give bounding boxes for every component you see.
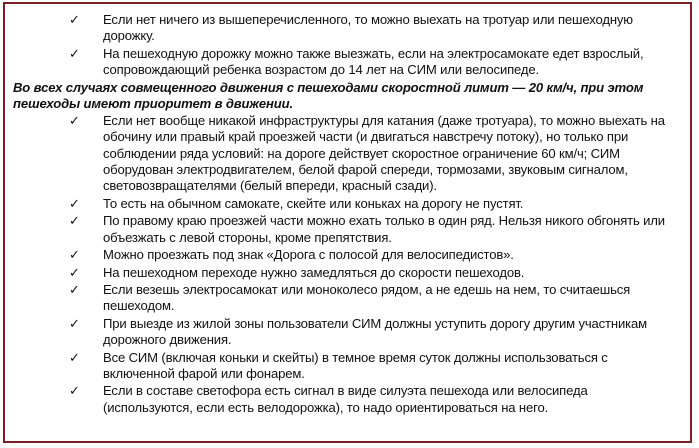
checkmark-icon: ✓ [69, 383, 80, 399]
list-item [11, 46, 674, 79]
list-item [11, 350, 674, 383]
list-item-text: При выезде из жилой зоны пользователи СИМ должны уступить дорогу другим участникам дорожного движения. [103, 315, 647, 348]
list-item [11, 282, 674, 315]
list-item-text: На пешеходном переходе нужно замедляться до скорости пешеходов. [103, 264, 525, 280]
list-item [11, 213, 674, 246]
list-item-text: Если везешь электросамокат или моноколесо рядом, а не едешь на нем, то считаешься пешеходом. [103, 282, 631, 314]
checkmark-icon: ✓ [69, 349, 80, 365]
list-item [11, 383, 674, 416]
checkmark-icon: ✓ [69, 12, 80, 27]
document-frame [3, 2, 692, 443]
checkmark-icon: ✓ [69, 195, 80, 211]
list-item [11, 113, 674, 194]
checkmark-icon: ✓ [69, 247, 80, 263]
list-item-text: На пешеходную дорожку можно также выезжать, если на электросамокате едет взрослый, сопровождающий ребенка возрастом до 14 лет на СИМ или велосипеде. [103, 45, 644, 78]
checkmark-icon: ✓ [69, 45, 80, 61]
document-content [5, 4, 690, 416]
checkmark-icon: ✓ [69, 315, 80, 331]
speed-limit-note: Во всех случаях совмещенного движения с пешеходами скоростной лимит — 20 км/ч, при этом пешеходы имеют приоритет в движении. [13, 79, 644, 111]
list-item [11, 196, 674, 212]
list-item-text: Если нет вообще никакой инфраструктуры для катания (даже тротуара), то можно выехать на обочину или правый край проезжей части (и двигаться навстречу потоку), но только при соблюдении ряда условий: на дороге действует скоростное ограничение 60 км/ч; СИМ оборудован электродвигателем, белой фарой спереди, тормозами, звуковым сигналом, световозвращателями (белый впереди, красный сзади). [103, 113, 665, 194]
list-item-text: Все СИМ (включая коньки и скейты) в темное время суток должны использоваться с включенной фарой или фонарем. [103, 349, 608, 381]
list-item-text: Если в составе светофора есть сигнал в виде силуэта пешехода или велосипеда (используются, если есть велодорожка), то надо ориентироваться на него. [103, 383, 588, 415]
checkmark-icon: ✓ [69, 213, 80, 229]
list-item-text: Если нет ничего из вышеперечисленного, то можно выехать на тротуар или пешеходную дорожку. [103, 12, 633, 44]
list-item [11, 265, 674, 281]
list-item-text: Можно проезжать под знак «Дорога с полосой для велосипедистов». [103, 247, 514, 263]
checkmark-icon: ✓ [69, 264, 80, 280]
checkmark-icon: ✓ [69, 113, 80, 129]
checkmark-icon: ✓ [69, 282, 80, 298]
list-item-text: То есть на обычном самокате, скейте или коньках на дорогу не пустят. [103, 195, 524, 211]
list-item [11, 247, 674, 263]
list-item [11, 12, 674, 45]
list-item-text: По правому краю проезжей части можно ехать только в один ряд. Нельзя никого обгонять или объезжать с левой стороны, кроме препятствия. [103, 213, 665, 245]
list-item [11, 316, 674, 349]
